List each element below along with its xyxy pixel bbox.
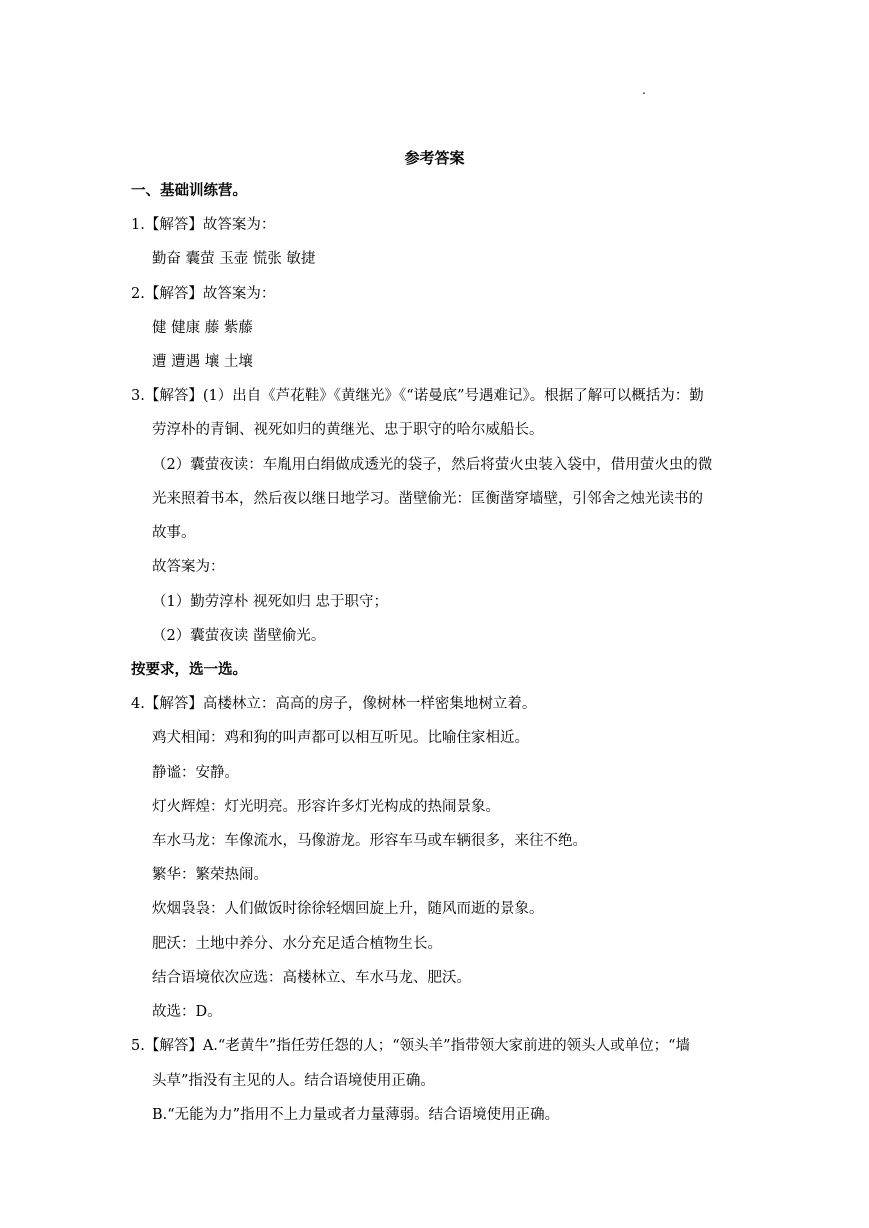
q4-answer-line-4: 灯火辉煌：灯光明亮。形容许多灯光构成的热闹景象。 bbox=[152, 799, 500, 815]
page-title: 参考答案 bbox=[404, 149, 465, 167]
q3-answer-line-7: （1）勤劳淳朴 视死如归 忠于职守； bbox=[152, 594, 388, 610]
q4-answer-line-9: 结合语境依次应选：高楼林立、车水马龙、肥沃。 bbox=[152, 970, 471, 986]
q4-answer-line-10: 故选：D。 bbox=[152, 1004, 222, 1020]
q4-answer-line-7: 炊烟袅袅：人们做饭时徐徐轻烟回旋上升，随风而逝的景象。 bbox=[152, 901, 544, 917]
q1-answer: 1.【解答】故答案为： bbox=[131, 217, 276, 233]
section-heading-choose: 按要求，选一选。 bbox=[131, 662, 247, 678]
q2-answer: 2.【解答】故答案为： bbox=[131, 286, 276, 302]
page-marker-dot: . bbox=[642, 83, 646, 97]
q4-answer-line-3: 静谧：安静。 bbox=[152, 765, 239, 781]
q3-answer-line-8: （2）囊萤夜读 凿壁偷光。 bbox=[152, 628, 326, 644]
q4-answer-line-8: 肥沃：土地中养分、水分充足适合植物生长。 bbox=[152, 936, 442, 952]
q4-answer-line-6: 繁华：繁荣热闹。 bbox=[152, 867, 268, 883]
q3-answer-line-6: 故答案为： bbox=[152, 559, 225, 575]
q5-answer-line-3: B.“无能为力”指用不上力量或者力量薄弱。结合语境使用正确。 bbox=[152, 1107, 560, 1123]
q2-answer-line-1: 健 健康 藤 紫藤 bbox=[152, 320, 253, 336]
q4-answer-line-2: 鸡犬相闻：鸡和狗的叫声都可以相互听见。比喻住家相近。 bbox=[152, 730, 529, 746]
q5-answer-line-2: 头草”指没有主见的人。结合语境使用正确。 bbox=[152, 1073, 435, 1089]
section-heading-basic-training: 一、基础训练营。 bbox=[131, 183, 247, 199]
q3-answer-line-5: 故事。 bbox=[152, 525, 196, 541]
q2-answer-line-2: 遭 遭遇 壤 土壤 bbox=[152, 354, 253, 370]
q3-answer-line-3: （2）囊萤夜读：车胤用白绢做成透光的袋子，然后将萤火虫装入袋中，借用萤火虫的微 bbox=[152, 457, 713, 473]
q3-answer-line-2: 劳淳朴的青铜、视死如归的黄继光、忠于职守的哈尔威船长。 bbox=[152, 422, 544, 438]
q4-answer-line-1: 4.【解答】高楼林立：高高的房子，像树林一样密集地树立着。 bbox=[131, 696, 537, 712]
q1-answer-line: 勤奋 囊萤 玉壶 慌张 敏捷 bbox=[152, 251, 316, 267]
q3-answer-line-4: 光来照着书本，然后夜以继日地学习。凿壁偷光：匡衡凿穿墙壁，引邻舍之烛光读书的 bbox=[152, 491, 703, 507]
q5-answer-line-1: 5.【解答】A.“老黄牛”指任劳任怨的人；“领头羊”指带领大家前进的领头人或单位；“墙 bbox=[131, 1038, 690, 1054]
q4-answer-line-5: 车水马龙：车像流水，马像游龙。形容车马或车辆很多，来往不绝。 bbox=[152, 833, 587, 849]
q3-answer-line-1: 3.【解答】(1）出自《芦花鞋》《黄继光》《“诺曼底”号遇难记》。根据了解可以概括为：勤 bbox=[131, 388, 704, 404]
